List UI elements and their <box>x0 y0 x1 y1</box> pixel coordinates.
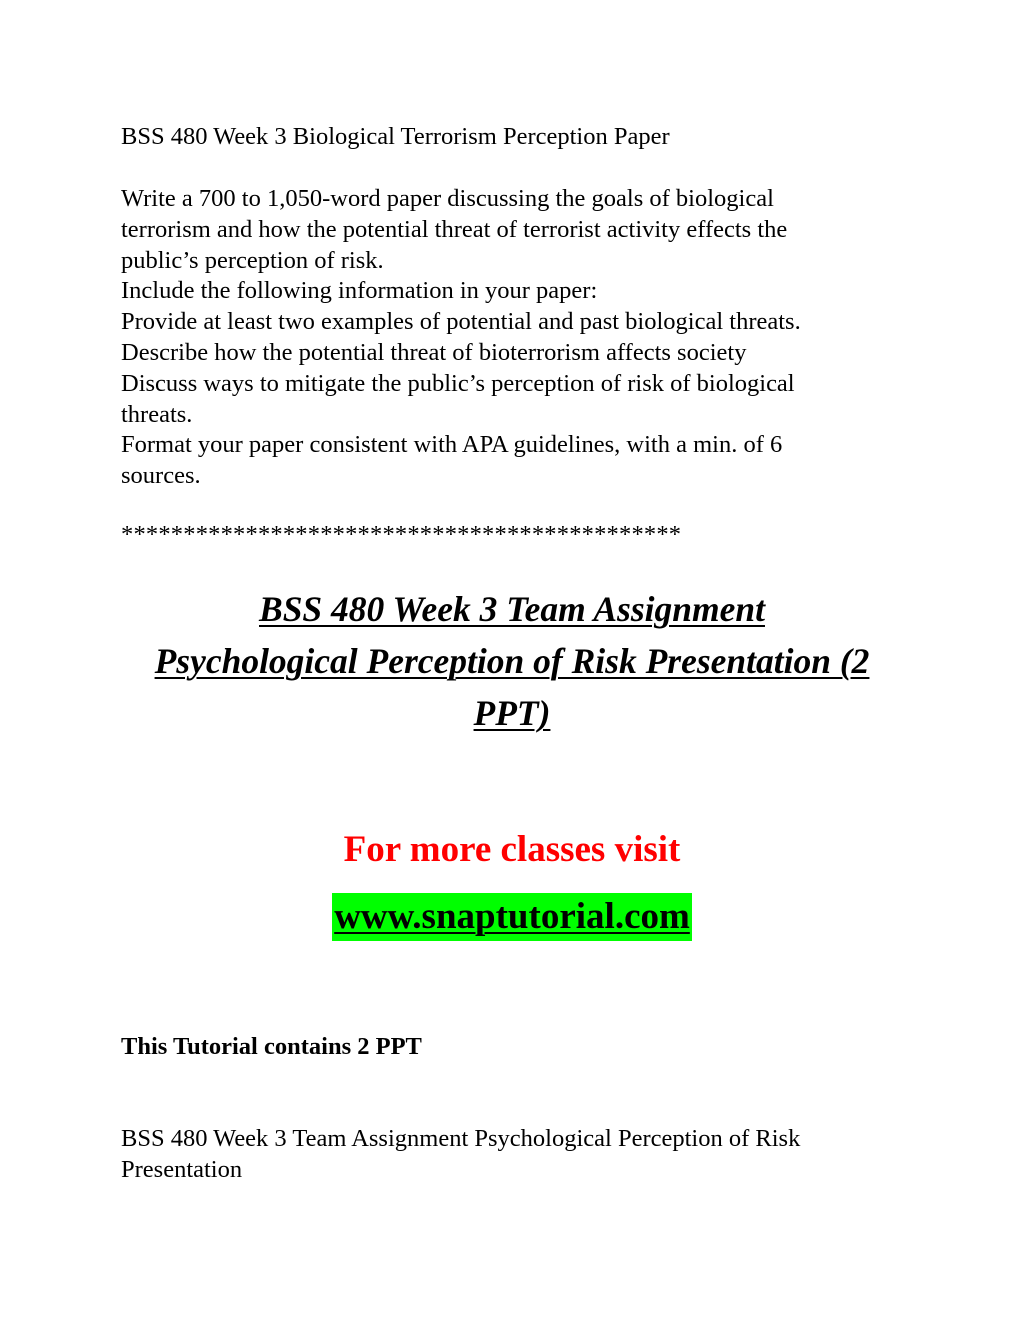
description-line: BSS 480 Week 3 Team Assignment Psychological Perception of Risk <box>121 1125 801 1152</box>
instruction-line: Describe how the potential threat of bioterrorism affects society <box>121 338 747 366</box>
site-link-container <box>0 893 1024 941</box>
tutorial-contents-note: This Tutorial contains 2 PPT <box>121 1033 422 1060</box>
instruction-line: Provide at least two examples of potential and past biological threats. <box>121 308 801 336</box>
instruction-line: Format your paper consistent with APA guidelines, with a min. of 6 <box>121 431 783 459</box>
assignment-instructions <box>121 184 901 492</box>
team-assignment-title <box>100 583 924 739</box>
asterisk-separator: ********************************************* <box>121 521 682 548</box>
team-title-line: BSS 480 Week 3 Team Assignment <box>259 589 765 629</box>
instruction-line: sources. <box>121 462 201 490</box>
instruction-line: Include the following information in your paper: <box>121 277 598 305</box>
description-line: Presentation <box>121 1155 243 1183</box>
presentation-description <box>121 1124 901 1186</box>
instruction-line: public’s perception of risk. <box>121 246 384 274</box>
instruction-line: Write a 700 to 1,050-word paper discussing the goals of biological <box>121 185 774 212</box>
snaptutorial-link[interactable]: www.snaptutorial.com <box>332 893 692 941</box>
team-title-line: PPT) <box>473 693 551 733</box>
instruction-line: terrorism and how the potential threat of terrorist activity effects the <box>121 215 788 243</box>
paper-heading-text: BSS 480 Week 3 Biological Terrorism Perception Paper <box>121 123 670 150</box>
instruction-line: threats. <box>121 400 193 428</box>
paper-heading <box>121 122 901 153</box>
team-title-line: Psychological Perception of Risk Presentation (2 <box>154 641 870 681</box>
promo-heading: For more classes visit <box>343 829 681 870</box>
instruction-line: Discuss ways to mitigate the public’s perception of risk of biological <box>121 369 795 397</box>
